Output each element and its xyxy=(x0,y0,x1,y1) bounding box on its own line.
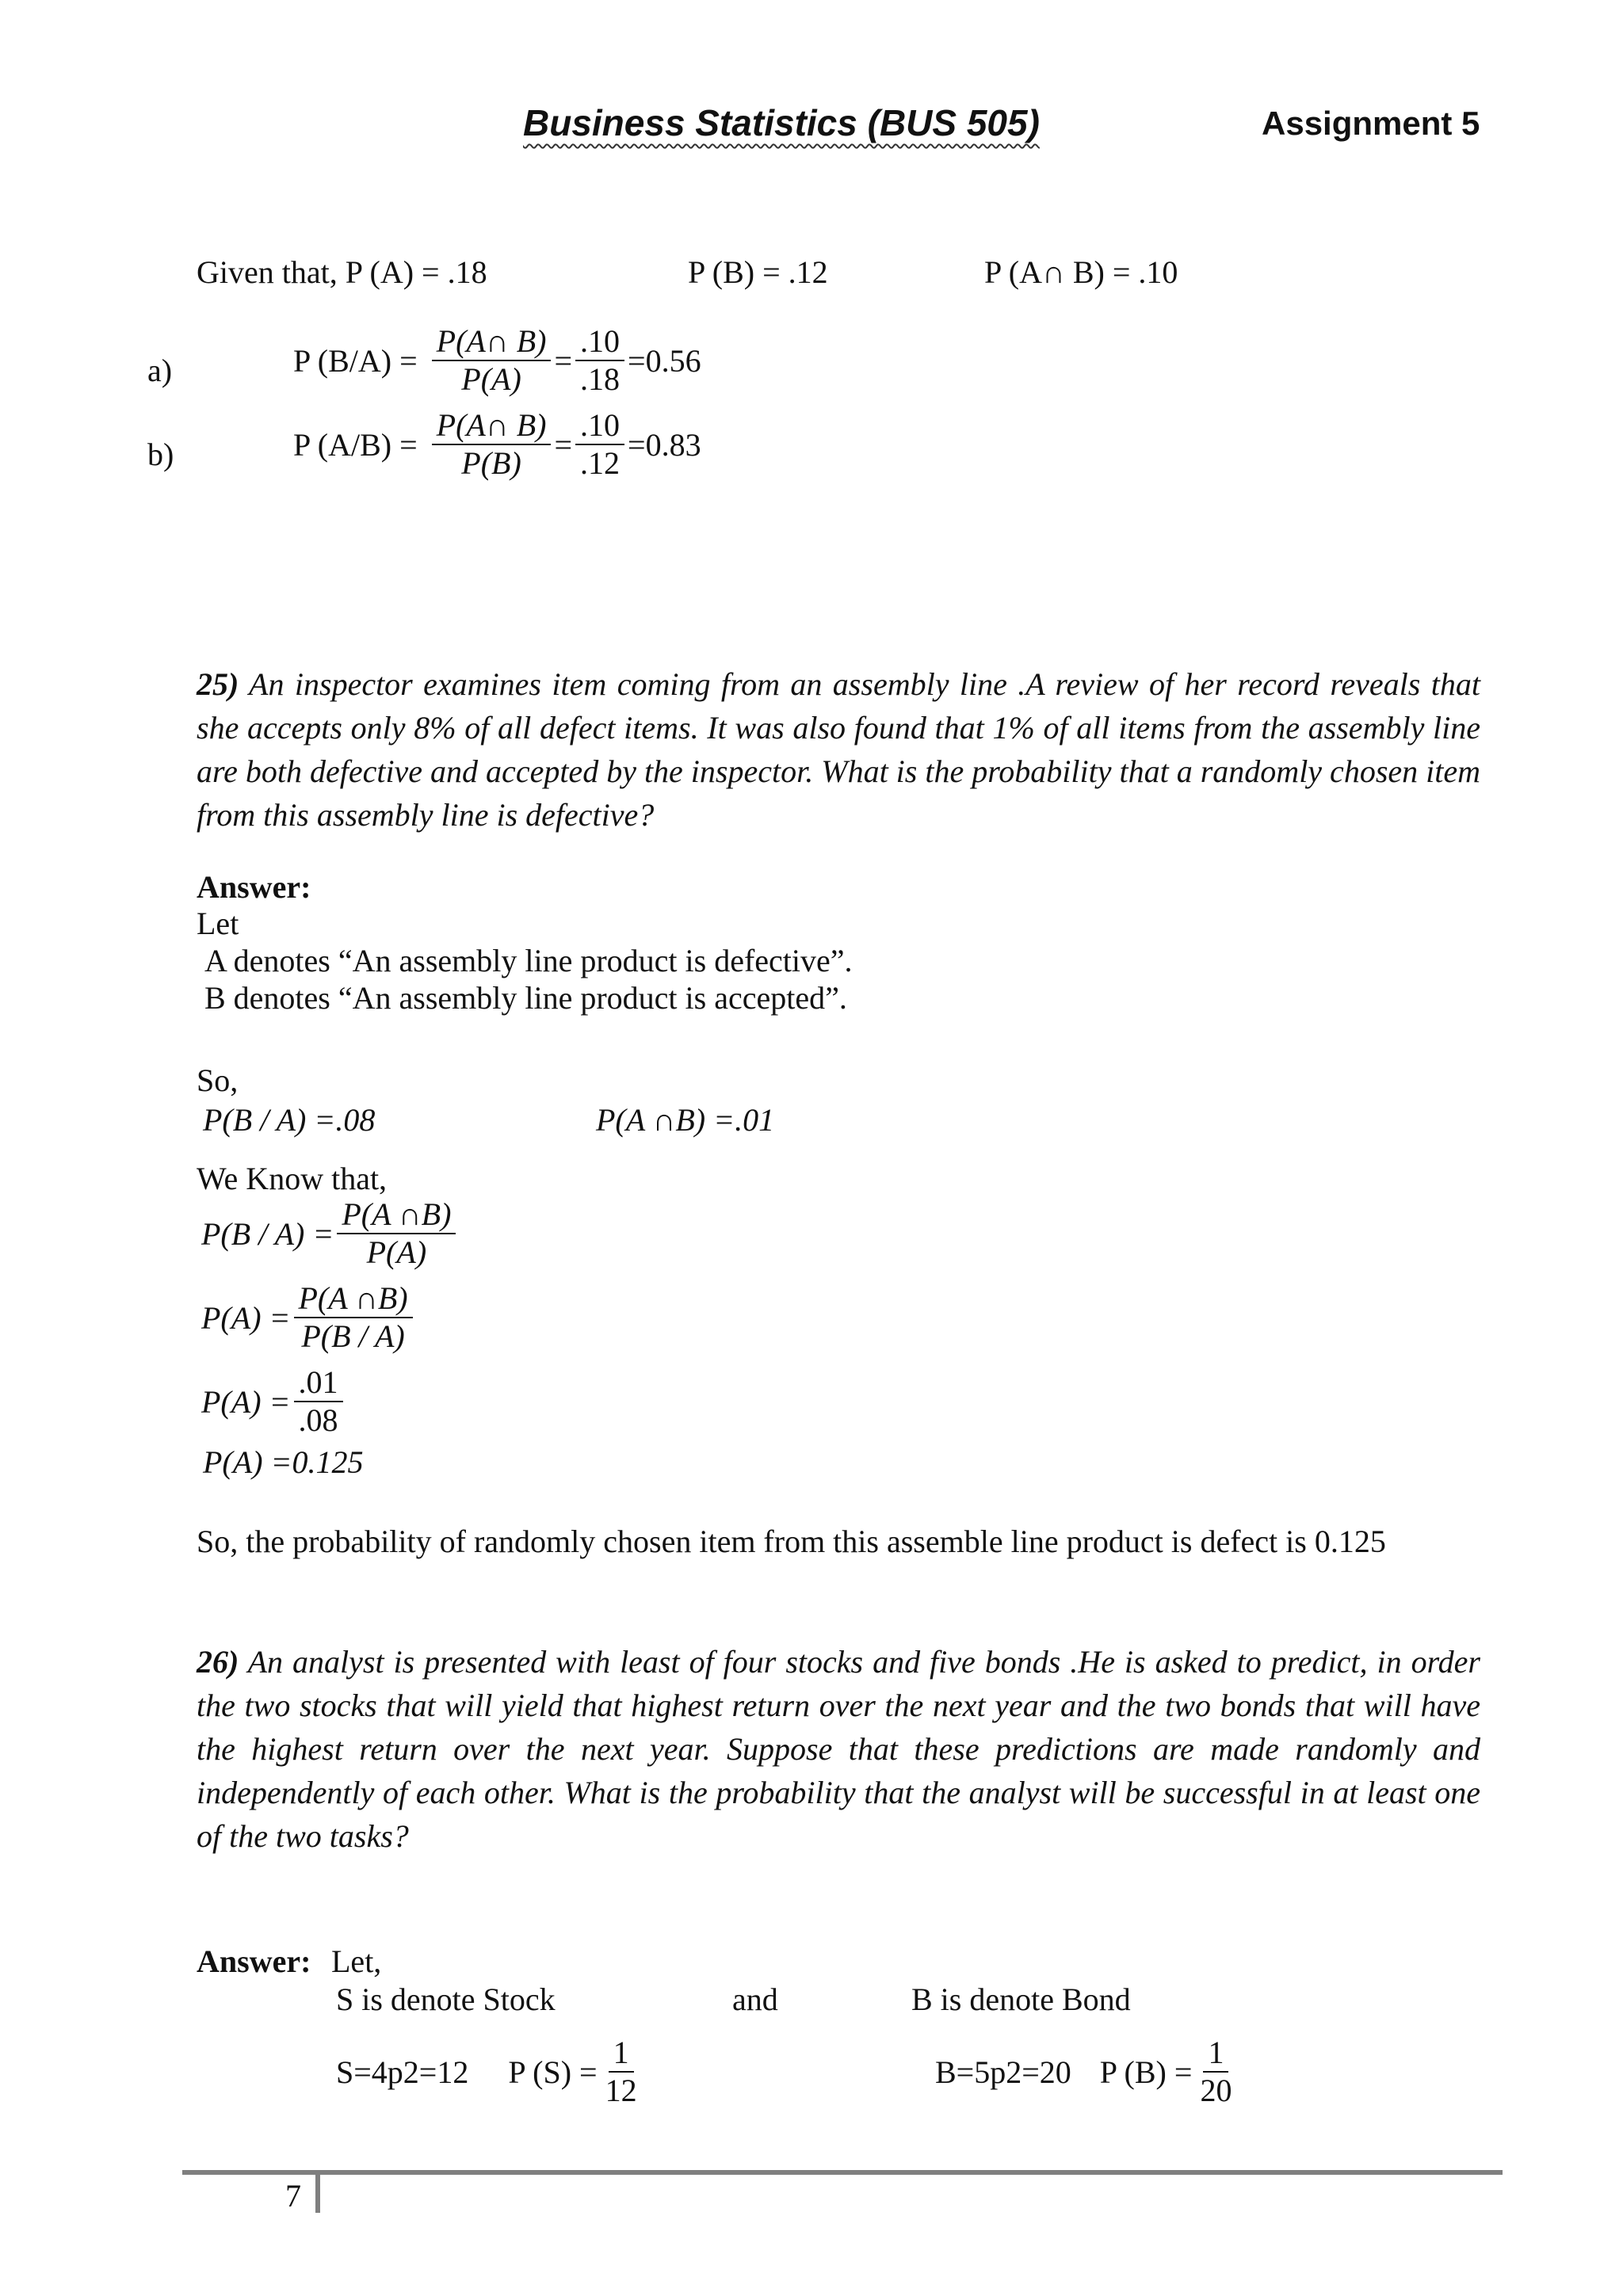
part-b-fraction: $\frac{P(A\cap B)}{P(B)}$ xyxy=(432,409,552,480)
part-a-equation xyxy=(293,325,701,396)
question-25-text: An inspector examines item coming from an assembly line .A review of her record reveals that she accepts only 8% of all defect items. It was also found that 1% of all items from the assembly line are both defective and accepted by the inspector. What is the probability that a randomly chosen item from this assembly line is defective? xyxy=(197,666,1481,833)
question-26-text: An analyst is presented with least of four stocks and five bonds .He is asked to predict, in order the two stocks that will yield that highest return over the next year and the two bonds that will have the highest return over the next year. Suppose that these predictions are made randomly and independently of each other. What is the probability that the analyst will be successful in at least one of the two tasks? xyxy=(197,1644,1481,1854)
answer-26-b-line xyxy=(935,2036,1239,2107)
ps-lhs: P (S) = xyxy=(508,2054,598,2090)
eq3-lhs: P(A) = xyxy=(201,1383,291,1420)
given-pa: Given that, P (A) = .18 xyxy=(197,254,487,290)
page-number: 7 xyxy=(285,2178,301,2214)
part-a-lhs: P (B/A) = xyxy=(293,342,418,379)
answer-25-eq2 xyxy=(201,1282,416,1353)
answer-25-pab: P(A ∩B) =.01 xyxy=(596,1102,775,1138)
answer-26-s-def: S is denote Stock xyxy=(336,1981,556,2017)
question-26-number: 26) xyxy=(197,1644,239,1680)
given-pab: P (A∩ B) = .10 xyxy=(984,254,1178,290)
part-a-fraction: $\frac{P(A\cap B)}{P(A)}$ xyxy=(432,325,552,396)
b-count: B=5p2=20 xyxy=(935,2054,1071,2090)
answer-25-eq3 xyxy=(201,1366,346,1437)
part-b-label: b) xyxy=(147,437,174,472)
answer-26-and: and xyxy=(732,1981,778,2017)
part-a-values-fraction: $\frac{.10}{.18}$ xyxy=(575,325,624,396)
answer-25-eq4: P(A) =0.125 xyxy=(203,1444,364,1480)
answer-25-def-b: B denotes “An assembly line product is accepted”. xyxy=(204,980,847,1016)
part-b-equals: = xyxy=(554,426,573,463)
answer-25-conclusion: So, the probability of randomly chosen item from this assemble line product is defect is 0.125 xyxy=(197,1524,1386,1559)
question-26 xyxy=(197,1640,1480,1858)
question-25-number: 25) xyxy=(197,666,239,702)
eq2-lhs: P(A) = xyxy=(201,1299,291,1336)
answer-25-pba: P(B / A) =.08 xyxy=(203,1102,376,1138)
s-count: S=4p2=12 xyxy=(336,2054,469,2090)
eq2-fraction: $\frac{P(A \cap B)}{P(B / A)}$ xyxy=(294,1282,413,1353)
answer-26-heading: Answer: xyxy=(197,1943,311,1979)
part-b-equation xyxy=(293,409,701,480)
part-a-result: =0.56 xyxy=(628,342,701,379)
question-25 xyxy=(197,662,1480,837)
answer-25-we-know: We Know that, xyxy=(197,1161,388,1196)
pb-fraction: $\frac{1}{20}$ xyxy=(1200,2035,1232,2108)
part-a-equals: = xyxy=(554,342,573,379)
answer-26-b-def: B is denote Bond xyxy=(911,1981,1131,2017)
ps-fraction: $\frac{1}{12}$ xyxy=(605,2035,637,2108)
footer-page-divider xyxy=(315,2175,320,2213)
document-title: Business Statistics (BUS 505) xyxy=(523,102,1040,143)
answer-25-heading: Answer: xyxy=(197,869,311,905)
answer-25-def-a: A denotes “An assembly line product is defective”. xyxy=(204,943,853,978)
assignment-label: Assignment 5 xyxy=(1262,105,1480,142)
answer-25-eq1 xyxy=(201,1198,459,1269)
part-b-result: =0.83 xyxy=(628,426,701,463)
eq1-lhs: P(B / A) = xyxy=(201,1215,334,1252)
eq1-fraction: $\frac{P(A \cap B)}{P(A)}$ xyxy=(337,1198,456,1269)
answer-26-s-line xyxy=(336,2036,645,2107)
given-pb: P (B) = .12 xyxy=(688,254,828,290)
part-b-lhs: P (A/B) = xyxy=(293,426,418,463)
answer-25-let: Let xyxy=(197,906,239,941)
answer-25-so: So, xyxy=(197,1062,239,1098)
answer-26-let: Let, xyxy=(331,1943,382,1979)
part-a-label: a) xyxy=(147,353,173,388)
pb-lhs: P (B) = xyxy=(1099,2054,1193,2090)
part-b-values-fraction: $\frac{.10}{.12}$ xyxy=(575,409,624,480)
footer-rule xyxy=(182,2170,1503,2175)
eq3-fraction: $\frac{.01}{.08}$ xyxy=(294,1366,343,1437)
